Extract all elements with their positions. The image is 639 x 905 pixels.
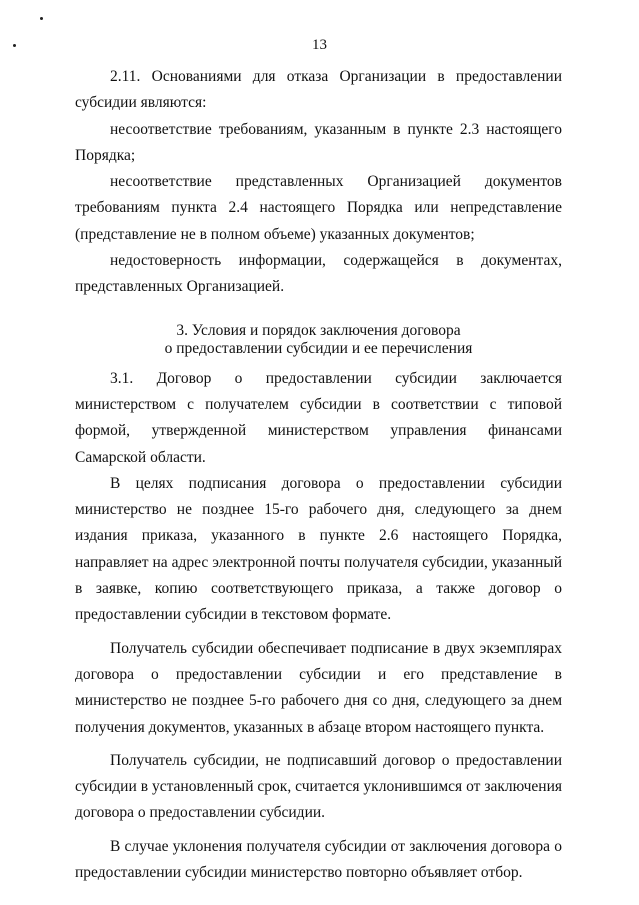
paragraph-recipient-signs: Получатель субсидии обеспечивает подписание в двух экземплярах договора о предоставлении субсидии и его представление в министерство не позднее 5-го рабочего дня со дня, следующего за днем получения документов, указанных в абзаце втором настоящего пункта. xyxy=(75,639,562,736)
page-number: 13 xyxy=(312,37,327,53)
paragraph-signing: В целях подписания договора о предоставлении субсидии министерство не позднее 15-го рабочего дня, следующего за днем издания приказа, указанного в пункте 2.6 настоящего Порядка, направляет на адрес электронной почты получателя субсидии, указанный в заявке, копию соответствующего приказа, а также договор о предоставлении субсидии в текстовом формате. xyxy=(75,474,562,624)
paragraph-not-signed: Получатель субсидии, не подписавший договор о предоставлении субсидии в установленный срок, считается уклонившимся от заключения договора о предоставлении субсидии. xyxy=(75,751,562,822)
refusal-reason-3: недостоверность информации, содержащейся в документах, представленных Организацией. xyxy=(75,252,562,296)
paragraph-3-1: 3.1. Договор о предоставлении субсидии заключается министерством с получателем субсидии в соответствии с типовой формой, утвержденной министерством управления финансами Самарской области. xyxy=(75,369,562,466)
refusal-reason-2: несоответствие представленных Организацией документов требованиям пункта 2.4 настоящего Порядка или непредставление (представление не в полном объеме) указанных документов; xyxy=(75,173,562,243)
section-3-heading xyxy=(75,322,562,358)
paragraph-2-11: 2.11. Основаниями для отказа Организации в предоставлении субсидии являются: xyxy=(75,68,562,112)
document-body xyxy=(75,64,562,886)
scan-artifact-dot xyxy=(40,17,43,20)
section-3-heading-line-2: о предоставлении субсидии и ее перечисления xyxy=(164,339,473,357)
refusal-reason-1: несоответствие требованиям, указанным в пункте 2.3 настоящего Порядка; xyxy=(75,120,562,164)
paragraph-evasion: В случае уклонения получателя субсидии от заключения договора о предоставлении субсидии министерство повторно объявляет отбор. xyxy=(75,837,562,882)
section-3-heading-line-1: 3. Условия и порядок заключения договора xyxy=(176,321,461,339)
